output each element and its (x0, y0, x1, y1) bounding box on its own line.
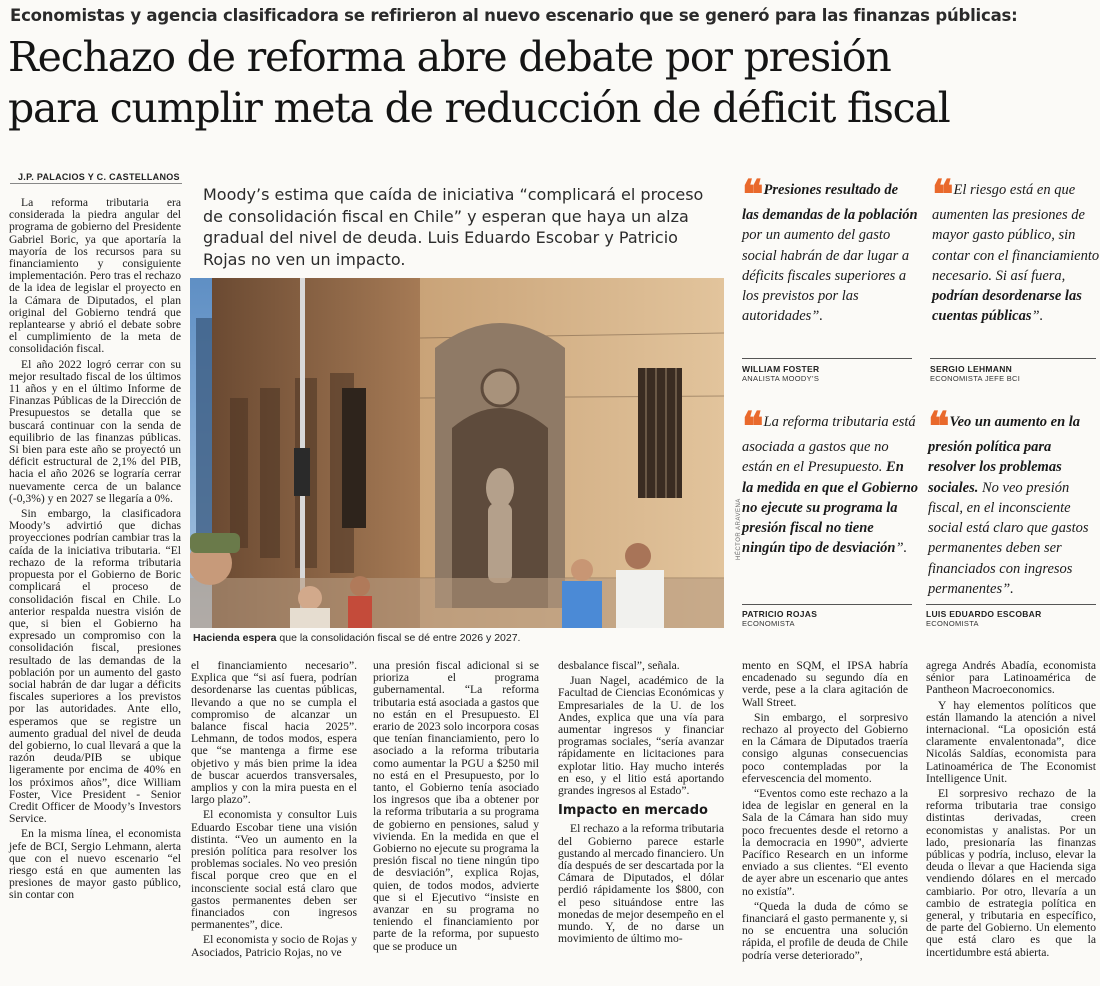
quote-mark-icon: ❝ (928, 403, 946, 450)
quote-mark-icon: ❝ (932, 171, 950, 218)
quote-author-name: SERGIO LEHMANN (930, 364, 1013, 374)
photo-hacienda-building (190, 278, 724, 628)
quote-text-end: ”. (1031, 308, 1044, 325)
quote-author-name: WILLIAM FOSTER (742, 364, 820, 374)
paragraph: Juan Nagel, académico de la Facultad de Ciencias Económicas y Empresariales de la U. de los Andes, explica que una vía para aumentar ingresos y financiar programas sociales, “sería avanzar rápidamente en licitaciones para explotar litio. Hay mucho interés en eso, y el litio está aportando grandes ingresos al Estado”. (558, 674, 724, 798)
article-column-2 (191, 660, 357, 962)
article-column-4 (558, 660, 724, 948)
paragraph: Y hay elementos políticos que están llamando la atención a nivel internacional. “La oposición está claramente envalentonada”, dice Nicolás Saldías, economista para Latinoamérica de The Economist Intelligence Unit. (926, 698, 1096, 785)
paragraph: La reforma tributaria era considerada la piedra angular del programa de gobierno del Presidente Gabriel Boric, ya que aportaría la mayoría de los recursos para su financiamiento y consiguiente implementación. Pero tras el rechazo de la idea de legislar el proyecto en la Cámara de Diputados, el plan original del Gobierno tendrá que replantearse y abrió el debate sobre el cumplimiento de la meta de consolidación fiscal. (9, 196, 181, 356)
article-column-6 (926, 660, 1096, 962)
caption-text: que la consolidación fiscal se dé entre 2026 y 2027. (276, 632, 521, 644)
quote-rule (926, 604, 1096, 605)
quote-author-role: ANALISTA MOODY’S (742, 374, 820, 383)
byline: J.P. PALACIOS Y C. CASTELLANOS (18, 172, 180, 182)
paragraph: desbalance fiscal”, señala. (558, 659, 680, 672)
quote-bold: Veo un aumento en la presión política para resolver los problemas sociales. (928, 414, 1081, 496)
paragraph: El economista y consultor Luis Eduardo Escobar tiene una visión distinta. “Veo un aumento en la presión política para resolver los problemas sociales. No veo presión fiscal porque creo que en el inconsciente social está claro que gastos permanentes deben ser financiados con ingresos permanentes”, dice. (191, 808, 357, 932)
deck: Moody’s estima que caída de iniciativa “complicará el proceso de consolidación fiscal en Chile” y esperan que haya un alza gradual del nivel de deuda. Luis Eduardo Escobar y Patricio Rojas no ven un impacto. (203, 185, 704, 269)
paragraph: El rechazo a la reforma tributaria del Gobierno parece estarle gustando al mercado financiero. Un día después de ser descartada por la Cámara de Diputados, el dólar perdió rápidamente los $800, con el peso situándose entre las monedas de mejor desempeño en el mundo. Y, de no darse un movimiento de último mo- (558, 822, 724, 946)
paragraph: En la misma línea, el economista jefe de BCI, Sergio Lehmann, alerta que con el nuevo escenario “el riesgo está en que aumenten las presiones de mayor gasto público, sin contar con (9, 827, 181, 902)
quote-lehmann (932, 171, 1100, 327)
paragraph: “Eventos como este rechazo a la idea de legislar en general en la Sala de la Cámara han sido muy poco frecuentes desde el retorno a la democracia en 1990”, advierte Pacífico Research en un informe enviado a sus clientes. “El evento de ayer abre un escenario que antes no existía”. (742, 787, 908, 898)
quote-author-role: ECONOMISTA (742, 619, 795, 628)
quote-mark-icon: ❝ (742, 403, 760, 450)
quote-author-role: ECONOMISTA (926, 619, 979, 628)
paragraph: agrega Andrés Abadía, economista sénior para Latinoamérica de Pantheon Macroeconomics. (926, 659, 1096, 697)
paragraph: Sin embargo, la clasificadora Moody’s advirtió que dichas proyecciones podrían cambiar tras la caída de la iniciativa tributaria. “El rechazo de la reforma tributaria propuesta por el Gobierno de Boric complicará el proceso de consolidación fiscal en Chile. Lo anterior respalda nuestra visión de que, si bien el Gobierno ha expresado un compromiso con la consolidación fiscal, presiones resultado de las demandas de la población por un aumento del gasto social habrán de dar lugar a déficits fiscales superiores a los previstos por las autoridades. Ante ello, esperamos que se registre un aumento gradual del nivel de deuda del gobierno, lo cual llevará a que la razón deuda/PIB se ubique ligeramente por encima de 40% en los próximos años”, dice William Foster, Vice President - Senior Credit Officer de Moody’s Investors Service. (9, 507, 181, 826)
headline (8, 32, 1098, 134)
article-column-5 (742, 660, 908, 965)
paragraph: Sin embargo, el sorpresivo rechazo al proyecto del Gobierno en la Cámara de Diputados traería consigo algunas consecuencias poco contempladas por la efervescencia del momento. (742, 710, 908, 785)
quote-rule (930, 358, 1096, 359)
quote-bold: podrían desordenarse las cuentas públicas (932, 288, 1082, 325)
quote-text-end: ”. (895, 540, 908, 557)
paragraph: El economista y socio de Rojas y Asociados, Patricio Rojas, no ve (191, 933, 357, 959)
quote-foster (742, 171, 918, 327)
quote-text: El riesgo está en que aumenten las presiones de mayor gasto público, sin contar con el financiamiento necesario. Si así fuera, (932, 182, 1100, 284)
quote-author-role: ECONOMISTA JEFE BCI (930, 374, 1021, 383)
paragraph: El sorpresivo rechazo de la reforma tributaria trae consigo distintas derivadas, creen economistas y analistas. Por un lado, presionaría las finanzas públicas y podría, incluso, elevar la deuda o llevar a que Hacienda siga vendiendo dólares en el mercado cambiario. Por otro, llevaría a un cambio de estrategia política en general, y tributaria en específico, de parte del Gobierno. Un elemento que está claro es que la incertidumbre está abierta. (926, 787, 1096, 959)
photo-caption (193, 632, 723, 644)
quote-rule (742, 604, 912, 605)
quote-text: No veo presión fiscal, en el inconsciente social está claro que gastos permanentes deben ser financiados con ingresos permanentes”. (928, 479, 1089, 598)
paragraph: mento en SQM, el IPSA habría encadenado su segundo día en verde, pese a la clara agitación de Wall Street. (742, 659, 908, 709)
section-subhead: Impacto en mercado (558, 803, 708, 819)
quote-escobar (928, 403, 1100, 599)
article-column-3 (373, 660, 539, 956)
quote-bold: Presiones resultado de las demandas de la población (742, 182, 918, 223)
caption-lead: Hacienda espera (193, 632, 277, 644)
quote-rojas (742, 403, 919, 559)
paragraph: el financiamiento necesario”. Explica que “si así fuera, podrían desordenarse las cuentas públicas, llevando a que no se cumpla el compromiso de alcanzar un balance fiscal hacia 2025”. Lehmann, de todos modos, espera que “se mantenga a firme ese objetivo y más bien prime la idea de buscar acuerdos transversales, amplios y con la mira puesta en el largo plazo”. (191, 659, 357, 807)
headline-line-2: para cumplir meta de reducción de déficit fiscal (8, 84, 950, 132)
kicker: Economistas y agencia clasificadora se refirieron al nuevo escenario que se generó para las finanzas públicas: (10, 6, 1018, 25)
paragraph: una presión fiscal adicional si se prioriza el programa gubernamental. “La reforma tributaria está asociada a gastos que no están en el Presupuesto. El erario de 2023 solo incorpora cosas que tenían financiamiento, pero lo asociado a la reforma tributaria como aumentar la PGU a $250 mil no está en el Presupuesto, por lo tanto, el Gobierno tenía asociado los ingresos que iba a obtener por la reforma tributaria a su programa de gobierno en pensiones, salud y vivienda. En la medida en que el Gobierno no ejecute su programa la presión fiscal no tiene ningún tipo de desviación”, explica Rojas, quien, de todos modos, advierte que si el Ejecutivo “insiste en avanzar en su programa no teniendo el financiamiento por parte de la reforma, por supuesto que se produce un (373, 659, 539, 953)
article-column-1 (9, 197, 181, 905)
quote-rule (742, 358, 912, 359)
quote-mark-icon: ❝ (742, 171, 760, 218)
quote-bold: En la medida en que el Gobierno no ejecute su programa la presión fiscal no tiene ningún tipo de desviación (742, 459, 919, 557)
quote-author-name: LUIS EDUARDO ESCOBAR (926, 609, 1042, 619)
paragraph: El año 2022 logró cerrar con su mejor resultado fiscal de los últimos 11 años y en el último Informe de Finanzas Públicas de la Dirección de Presupuestos se detalla que se buscará continuar con la senda de equilibrio de las finanzas públicas. Si bien para este año se proyectó un déficit estructural de 2,1% del PIB, hacia el año 2026 se lograría cerrar nuevamente cerca de un balance (-0,3%) y en 2027 se llegaría a 0%. (9, 357, 181, 505)
photo-credit: HÉCTOR ARAVENA (736, 498, 742, 560)
quote-text: por un aumento del gasto social habrán de dar lugar a déficits fiscales superiores a los previstos por las autoridades”. (742, 227, 910, 325)
headline-line-1: Rechazo de reforma abre debate por presión (8, 33, 891, 81)
quote-author-name: PATRICIO ROJAS (742, 609, 818, 619)
byline-rule (10, 183, 182, 184)
paragraph: “Queda la duda de cómo se financiará el gasto permanente y, si no se encuentra una solución rápida, el profile de deuda de Chile podría verse deteriorado”, (742, 899, 908, 962)
quote-text: La reforma tributaria está asociada a gastos que no están en el Presupuesto. (742, 414, 916, 476)
